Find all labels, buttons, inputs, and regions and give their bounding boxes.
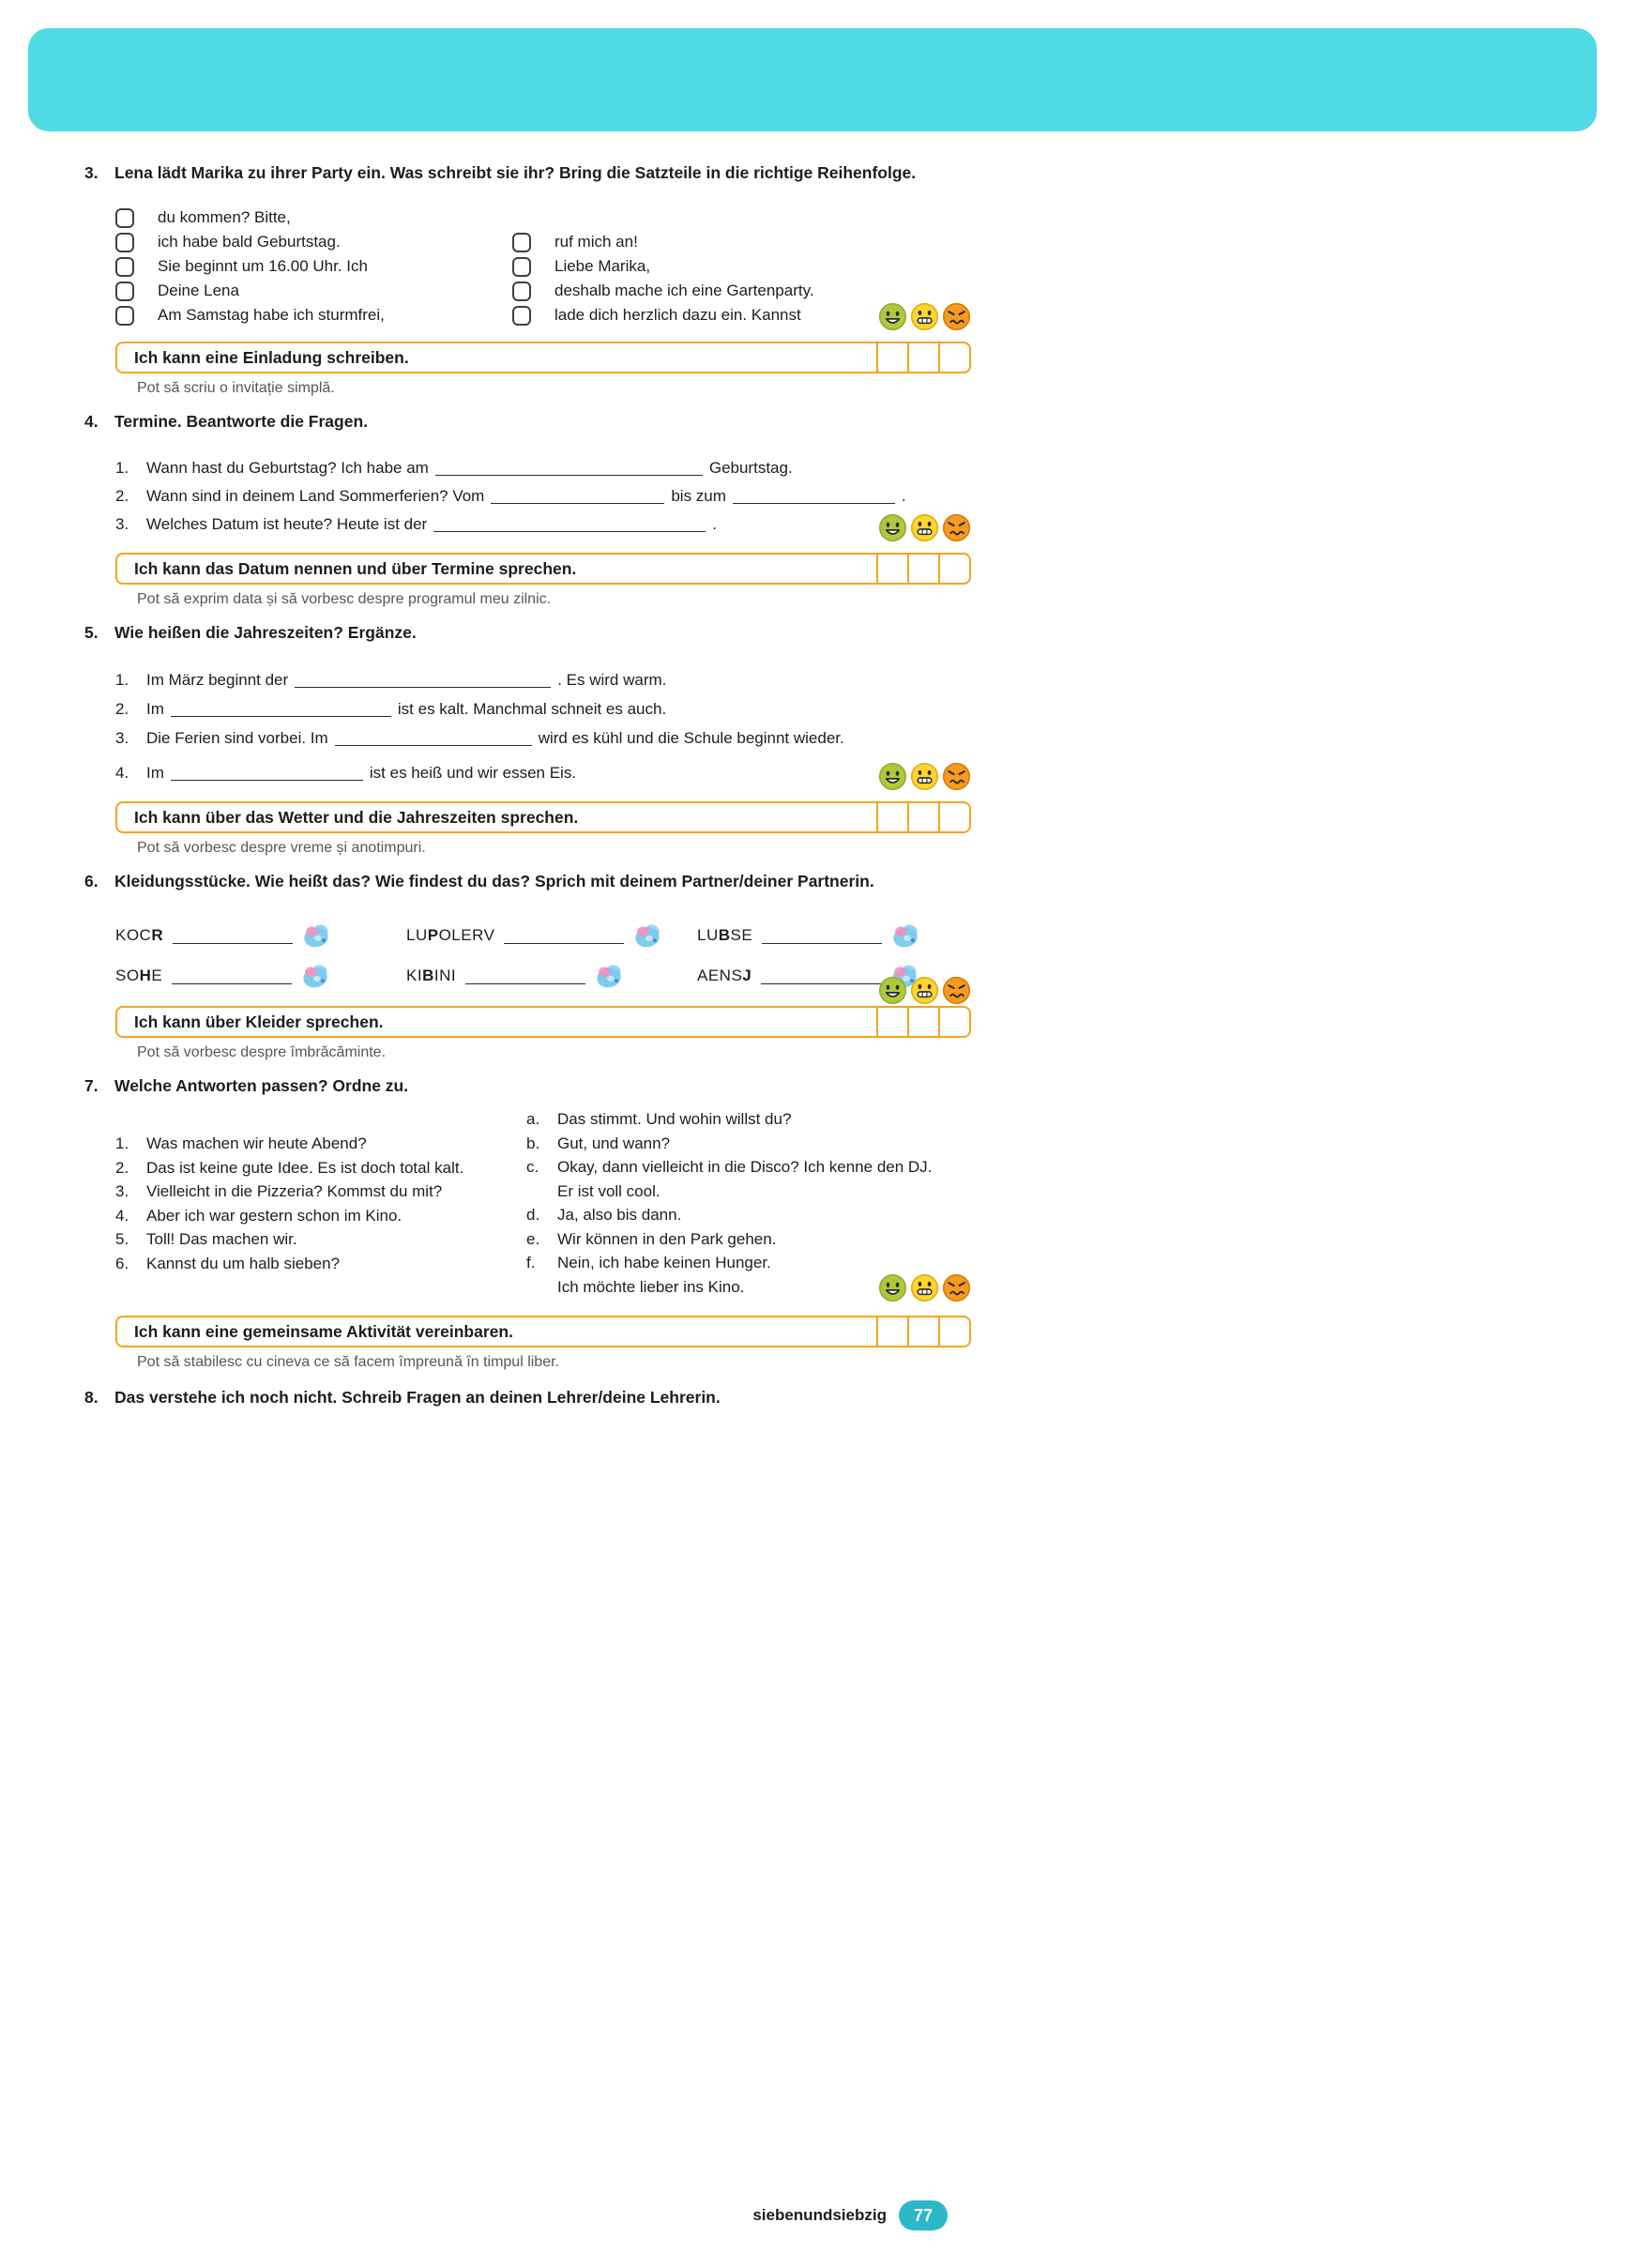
cando-subtitle-ro: Pot să vorbesc despre vreme și anotimpuri. bbox=[137, 840, 426, 856]
item-number: 2. bbox=[115, 487, 129, 505]
item-text: Gut, und wann? bbox=[557, 1134, 671, 1152]
question-row bbox=[115, 723, 971, 753]
text-before-blank: Im bbox=[146, 764, 164, 782]
order-checkbox[interactable] bbox=[115, 208, 134, 228]
matching-exercise bbox=[115, 1107, 971, 1299]
cando-tick-meh[interactable] bbox=[907, 555, 938, 583]
text-before-blank: Welches Datum ist heute? Heute ist der bbox=[146, 515, 428, 533]
fragment-text: Am Samstag habe ich sturmfrei, bbox=[158, 306, 385, 324]
cando-subtitle-ro: Pot să stabilesc cu cineva ce să facem împreună în timpul liber. bbox=[137, 1354, 559, 1370]
cando-bar bbox=[115, 342, 971, 373]
exercise-3-title bbox=[84, 161, 971, 185]
question-item bbox=[115, 1132, 526, 1156]
question-row bbox=[115, 482, 971, 510]
exercise-3-body bbox=[115, 205, 971, 327]
answer-item bbox=[526, 1155, 971, 1203]
cando-tick-upset[interactable] bbox=[938, 803, 969, 831]
paint-splash-icon bbox=[889, 920, 921, 951]
cando-tick-upset[interactable] bbox=[938, 1317, 969, 1346]
cando-tick-upset[interactable] bbox=[938, 555, 969, 583]
text-before-blank: Wann hast du Geburtstag? Ich habe am bbox=[146, 459, 429, 477]
item-text: Das ist keine gute Idee. Es ist doch total kalt. bbox=[146, 1158, 464, 1177]
answer-blank[interactable] bbox=[435, 460, 703, 476]
fragment-row bbox=[512, 230, 971, 254]
item-number: 1. bbox=[115, 459, 129, 477]
meh-face-icon bbox=[910, 976, 939, 1005]
scrambled-word bbox=[697, 926, 752, 945]
exercise-number: 3. bbox=[84, 163, 99, 182]
exercise-title-text: Wie heißen die Jahreszeiten? Ergänze. bbox=[114, 623, 417, 642]
item-number: 2. bbox=[115, 700, 129, 718]
header-band bbox=[28, 28, 1597, 131]
word-part: E bbox=[151, 967, 163, 984]
item-number: 3. bbox=[115, 729, 129, 747]
answer-blank[interactable] bbox=[491, 488, 664, 504]
word-part: OLERV bbox=[438, 926, 495, 944]
fragment-text: ruf mich an! bbox=[554, 233, 638, 251]
item-text: Wir können in den Park gehen. bbox=[557, 1229, 777, 1248]
item-number: b. bbox=[526, 1134, 540, 1152]
fragment-text: Liebe Marika, bbox=[554, 257, 651, 275]
upset-face-icon bbox=[942, 513, 971, 542]
exercise-6 bbox=[84, 870, 971, 1063]
fragment-row bbox=[115, 303, 512, 327]
text-after-blank: wird es kühl und die Schule beginnt wieder. bbox=[538, 729, 844, 747]
fragment-row bbox=[115, 230, 512, 254]
cando-tick-happy[interactable] bbox=[876, 343, 907, 372]
self-assessment-faces bbox=[878, 762, 971, 791]
paint-splash-icon bbox=[300, 920, 332, 951]
word-bold-letter: P bbox=[427, 926, 439, 944]
item-number: 2. bbox=[115, 1158, 129, 1177]
answer-blank[interactable] bbox=[733, 488, 895, 504]
item-text-line: Nein, ich habe keinen Hunger. bbox=[557, 1254, 771, 1271]
happy-face-icon bbox=[878, 513, 907, 542]
answer-blank[interactable] bbox=[173, 928, 293, 944]
upset-face-icon bbox=[942, 302, 971, 331]
answer-blank[interactable] bbox=[504, 928, 624, 944]
item-number: 4. bbox=[115, 1206, 129, 1225]
answer-item bbox=[526, 1227, 971, 1252]
item-text: Ja, also bis dann. bbox=[557, 1206, 682, 1224]
cando-statement: Ich kann eine Einladung schreiben. bbox=[134, 347, 409, 367]
word-part: LU bbox=[697, 926, 719, 944]
item-number: c. bbox=[526, 1158, 539, 1176]
order-checkbox[interactable] bbox=[115, 282, 134, 301]
text-after-blank: ist es heiß und wir essen Eis. bbox=[369, 764, 577, 782]
word-bold-letter: B bbox=[422, 967, 434, 984]
cando-box bbox=[115, 801, 971, 833]
exercise-3 bbox=[84, 161, 971, 399]
page-content bbox=[84, 161, 971, 1421]
cando-bar bbox=[115, 553, 971, 585]
page-footer bbox=[28, 2200, 948, 2230]
happy-face-icon bbox=[878, 1273, 907, 1302]
cando-statement: Ich kann eine gemeinsame Aktivität vereinbaren. bbox=[134, 1321, 513, 1341]
item-number: 6. bbox=[115, 1254, 129, 1272]
order-checkbox[interactable] bbox=[512, 257, 531, 277]
fragment-text: Sie beginnt um 16.00 Uhr. Ich bbox=[158, 257, 368, 275]
cando-subtitle-ro: Pot să scriu o invitație simplă. bbox=[137, 380, 335, 396]
cando-statement: Ich kann das Datum nennen und über Termine sprechen. bbox=[134, 558, 577, 578]
question-item bbox=[115, 1180, 526, 1204]
word-bold-letter: J bbox=[742, 967, 752, 984]
cando-tick-meh[interactable] bbox=[907, 803, 938, 831]
exercise-6-body bbox=[115, 920, 971, 992]
sentence-fragments bbox=[115, 205, 971, 327]
text-before-blank: Im März beginnt der bbox=[146, 671, 289, 689]
cando-tick-meh[interactable] bbox=[907, 1317, 938, 1346]
text-mid-blank: bis zum bbox=[671, 487, 726, 505]
exercise-5 bbox=[84, 621, 971, 859]
paint-splash-icon bbox=[593, 960, 625, 992]
fragment-text: deshalb mache ich eine Gartenparty. bbox=[554, 282, 814, 299]
page-number-badge: 77 bbox=[899, 2200, 948, 2230]
item-text bbox=[146, 510, 971, 539]
item-text-line: Ich möchte lieber ins Kino. bbox=[557, 1277, 745, 1296]
cando-tick-happy[interactable] bbox=[876, 1008, 907, 1036]
item-text: Vielleicht in die Pizzeria? Kommst du mit? bbox=[146, 1182, 443, 1200]
word-part: AENS bbox=[697, 967, 743, 984]
fragment-row bbox=[512, 254, 971, 279]
word-bold-letter: H bbox=[139, 967, 152, 984]
item-number: f. bbox=[526, 1254, 536, 1271]
item-number: d. bbox=[526, 1206, 540, 1224]
exercise-number: 6. bbox=[84, 872, 99, 890]
item-text-line: Er ist voll cool. bbox=[557, 1181, 661, 1200]
item-text bbox=[146, 482, 971, 510]
word-bold-letter: B bbox=[718, 926, 731, 944]
scrambled-word bbox=[115, 967, 162, 985]
item-number: 3. bbox=[115, 1182, 129, 1200]
question-item bbox=[115, 1204, 526, 1228]
scrambled-word bbox=[115, 926, 163, 945]
fragment-text: du kommen? Bitte, bbox=[158, 208, 291, 226]
questions-column bbox=[115, 1132, 526, 1299]
answer-blank[interactable] bbox=[335, 730, 532, 746]
exercise-title-text: Kleidungsstücke. Wie heißt das? Wie findest du das? Sprich mit deinem Partner/deiner Partnerin. bbox=[114, 872, 874, 890]
clothing-word-item bbox=[697, 920, 971, 951]
item-text-line: Okay, dann vielleicht in die Disco? Ich kenne den DJ. bbox=[557, 1158, 933, 1176]
exercise-7 bbox=[84, 1074, 971, 1373]
question-row bbox=[115, 454, 971, 482]
cando-subtitle-ro: Pot să vorbesc despre îmbrăcăminte. bbox=[137, 1044, 387, 1060]
fragment-row bbox=[115, 254, 512, 279]
exercise-title-text: Welche Antworten passen? Ordne zu. bbox=[114, 1076, 409, 1095]
cando-bar bbox=[115, 801, 971, 833]
cando-tick-meh[interactable] bbox=[907, 1008, 938, 1036]
question-row bbox=[115, 758, 971, 787]
fragment-text: lade dich herzlich dazu ein. Kannst bbox=[554, 306, 801, 324]
exercise-title-text: Lena lädt Marika zu ihrer Party ein. Was schreibt sie ihr? Bring die Satzteile in die richtige Reihenfolge. bbox=[114, 163, 917, 182]
happy-face-icon bbox=[878, 976, 907, 1005]
item-text bbox=[557, 1155, 971, 1203]
exercise-number: 4. bbox=[84, 412, 99, 431]
item-text: Das stimmt. Und wohin willst du? bbox=[557, 1110, 792, 1128]
answer-blank[interactable] bbox=[433, 516, 706, 532]
answer-blank[interactable] bbox=[172, 968, 292, 984]
word-part: SO bbox=[115, 967, 140, 984]
answer-blank[interactable] bbox=[465, 968, 585, 984]
question-row bbox=[115, 510, 971, 539]
exercise-8 bbox=[84, 1386, 971, 1409]
text-after-blank: . bbox=[901, 487, 906, 505]
text-before-blank: Im bbox=[146, 700, 164, 718]
text-after-blank: . Es wird warm. bbox=[557, 671, 667, 689]
exercise-4-body bbox=[115, 454, 971, 539]
clothing-words-grid bbox=[115, 920, 971, 992]
meh-face-icon bbox=[910, 1273, 939, 1302]
answer-item bbox=[526, 1203, 971, 1227]
fragment-row bbox=[512, 279, 971, 303]
word-part: KI bbox=[406, 967, 423, 984]
exercise-6-title bbox=[84, 870, 971, 893]
cando-box bbox=[115, 342, 971, 373]
fragment-row bbox=[115, 279, 512, 303]
cando-box bbox=[115, 553, 971, 585]
answer-item bbox=[526, 1107, 971, 1132]
cando-tick-upset[interactable] bbox=[938, 343, 969, 372]
item-text: Aber ich war gestern schon im Kino. bbox=[146, 1206, 402, 1225]
question-item bbox=[115, 1252, 526, 1276]
happy-face-icon bbox=[878, 302, 907, 331]
exercise-number: 5. bbox=[84, 623, 99, 642]
word-part: INI bbox=[433, 967, 457, 984]
item-text bbox=[146, 694, 971, 723]
clothing-word-item bbox=[115, 920, 389, 951]
self-assessment-faces bbox=[878, 1273, 971, 1302]
clothing-word-item bbox=[115, 960, 389, 992]
question-row bbox=[115, 694, 971, 723]
self-assessment-faces bbox=[878, 976, 971, 1005]
upset-face-icon bbox=[942, 1273, 971, 1302]
exercise-title-text: Termine. Beantworte die Fragen. bbox=[114, 412, 369, 431]
cando-tick-happy[interactable] bbox=[876, 803, 907, 831]
answer-blank[interactable] bbox=[295, 672, 551, 688]
cando-box bbox=[115, 1316, 971, 1347]
upset-face-icon bbox=[942, 762, 971, 791]
item-text bbox=[146, 665, 971, 694]
order-checkbox[interactable] bbox=[512, 306, 531, 326]
item-number: 1. bbox=[115, 671, 129, 689]
exercise-4 bbox=[84, 410, 971, 610]
fragment-text: Deine Lena bbox=[158, 282, 239, 299]
item-number: e. bbox=[526, 1229, 540, 1248]
fragment-row bbox=[115, 205, 512, 230]
cando-tick-upset[interactable] bbox=[938, 1008, 969, 1036]
cando-statement: Ich kann über das Wetter und die Jahreszeiten sprechen. bbox=[134, 807, 579, 827]
item-number: 1. bbox=[115, 1134, 129, 1152]
text-after-blank: ist es kalt. Manchmal schneit es auch. bbox=[397, 700, 667, 718]
order-checkbox[interactable] bbox=[115, 306, 134, 326]
exercise-number: 8. bbox=[84, 1388, 99, 1407]
cando-tick-happy[interactable] bbox=[876, 1317, 907, 1346]
word-part: SE bbox=[730, 926, 753, 944]
order-checkbox[interactable] bbox=[512, 282, 531, 301]
item-text: Toll! Das machen wir. bbox=[146, 1230, 297, 1248]
item-text: Kannst du um halb sieben? bbox=[146, 1254, 341, 1272]
paint-splash-icon bbox=[299, 960, 331, 992]
paint-splash-icon bbox=[631, 920, 663, 951]
order-checkbox[interactable] bbox=[115, 233, 134, 252]
word-bold-letter: R bbox=[151, 926, 164, 944]
exercise-8-title bbox=[84, 1386, 971, 1409]
text-before-blank: Wann sind in deinem Land Sommerferien? Vom bbox=[146, 487, 485, 505]
item-number: 3. bbox=[115, 515, 129, 533]
item-number: 4. bbox=[115, 764, 129, 782]
meh-face-icon bbox=[910, 513, 939, 542]
self-assessment-faces bbox=[878, 302, 971, 331]
fragments-left-column bbox=[115, 205, 512, 327]
word-part: LU bbox=[406, 926, 428, 944]
cando-bar bbox=[115, 1006, 971, 1038]
exercise-number: 7. bbox=[84, 1076, 99, 1095]
meh-face-icon bbox=[910, 302, 939, 331]
cando-bar bbox=[115, 1316, 971, 1347]
answers-column bbox=[526, 1107, 971, 1299]
text-before-blank: Die Ferien sind vorbei. Im bbox=[146, 729, 328, 747]
scrambled-word bbox=[406, 926, 494, 945]
question-item bbox=[115, 1227, 526, 1252]
happy-face-icon bbox=[878, 762, 907, 791]
answer-blank[interactable] bbox=[171, 765, 363, 781]
cando-subtitle-ro: Pot să exprim data și să vorbesc despre programul meu zilnic. bbox=[137, 591, 552, 607]
page-number-word: siebenundsiebzig bbox=[752, 2206, 887, 2224]
exercise-5-title bbox=[84, 621, 971, 645]
meh-face-icon bbox=[910, 762, 939, 791]
scrambled-word bbox=[406, 967, 456, 985]
answer-blank[interactable] bbox=[762, 928, 882, 944]
order-checkbox[interactable] bbox=[512, 233, 531, 252]
exercise-7-body bbox=[115, 1107, 971, 1299]
exercise-title-text: Das verstehe ich noch nicht. Schreib Fragen an deinen Lehrer/deine Lehrerin. bbox=[114, 1388, 721, 1407]
order-checkbox[interactable] bbox=[115, 257, 134, 277]
word-part: KOC bbox=[115, 926, 152, 944]
cando-tick-meh[interactable] bbox=[907, 343, 938, 372]
item-text: Was machen wir heute Abend? bbox=[146, 1134, 367, 1152]
cando-statement: Ich kann über Kleider sprechen. bbox=[134, 1012, 384, 1031]
cando-tick-happy[interactable] bbox=[876, 555, 907, 583]
clothing-word-item bbox=[406, 920, 680, 951]
text-after-blank: . bbox=[712, 515, 717, 533]
text-after-blank: Geburtstag. bbox=[708, 459, 793, 477]
question-row bbox=[115, 665, 971, 694]
exercise-7-title bbox=[84, 1074, 971, 1098]
answer-blank[interactable] bbox=[171, 701, 391, 717]
item-text bbox=[146, 758, 971, 787]
item-number: 5. bbox=[115, 1230, 129, 1248]
clothing-word-item bbox=[406, 960, 680, 992]
question-item bbox=[115, 1156, 526, 1180]
scrambled-word bbox=[697, 967, 752, 985]
answer-blank[interactable] bbox=[761, 968, 881, 984]
exercise-5-body bbox=[115, 665, 971, 787]
self-assessment-faces bbox=[878, 513, 971, 542]
answer-item bbox=[526, 1132, 971, 1156]
fragment-text: ich habe bald Geburtstag. bbox=[158, 233, 341, 251]
exercise-4-title bbox=[84, 410, 971, 434]
item-text bbox=[146, 454, 971, 482]
item-text bbox=[146, 723, 971, 753]
item-number: a. bbox=[526, 1110, 540, 1128]
cando-box bbox=[115, 1006, 971, 1038]
upset-face-icon bbox=[942, 976, 971, 1005]
